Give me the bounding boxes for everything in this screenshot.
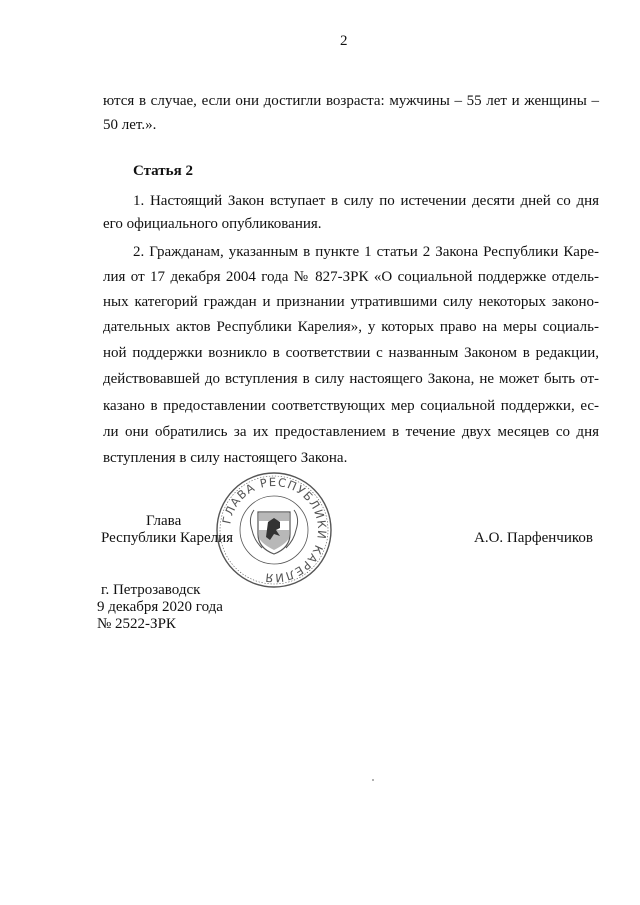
signing-date: 9 декабря 2020 года (97, 599, 223, 615)
coat-of-arms-icon (250, 510, 297, 554)
continuation-line-1: ются в случае, если они достигли возраста: мужчины – 55 лет и женщины – (103, 93, 599, 109)
article-p1-line-2: его официального опубликования. (103, 216, 322, 232)
scan-speck (372, 779, 374, 781)
article-heading: Статья 2 (133, 163, 193, 179)
signatory-title-line-1: Глава (146, 513, 182, 529)
article-p2-line-5: ной поддержки возникло в соответствии с названным Законом в редакции, (103, 345, 599, 361)
seal-text: ГЛАВА РЕСПУБЛИКИ КАРЕЛИЯ (219, 474, 330, 586)
place-of-signing: г. Петрозаводск (101, 582, 201, 598)
article-p2-line-6: действовавшей до вступления в силу настоящего Закона, не может быть от- (103, 371, 599, 387)
article-p2-line-3: ных категорий граждан и признании утратившими силу некоторых законо- (103, 294, 599, 310)
article-p2-line-8: ли они обратились за их предоставлением в течение двух месяцев со дня (103, 424, 599, 440)
signatory-name: А.О. Парфенчиков (474, 530, 593, 546)
article-p2-line-9: вступления в силу настоящего Закона. (103, 450, 348, 466)
law-number: № 2522-ЗРК (97, 616, 176, 632)
article-p2-line-2: лия от 17 декабря 2004 года № 827-ЗРК «О социальной поддержке отдель- (103, 269, 599, 285)
article-p1-line-1: 1. Настоящий Закон вступает в силу по истечении десяти дней со дня (133, 193, 599, 209)
article-p2-line-1: 2. Гражданам, указанным в пункте 1 статьи 2 Закона Республики Каре- (133, 244, 599, 260)
article-p2-line-7: казано в предоставлении соответствующих мер социальной поддержки, ес- (103, 398, 599, 414)
continuation-line-2: 50 лет.». (103, 117, 157, 133)
article-p2-line-4: дательных актов Республики Карелия», у которых право на меры социаль- (103, 319, 599, 335)
page-number: 2 (340, 33, 348, 49)
signatory-title-line-2: Республики Карелия (101, 530, 234, 546)
